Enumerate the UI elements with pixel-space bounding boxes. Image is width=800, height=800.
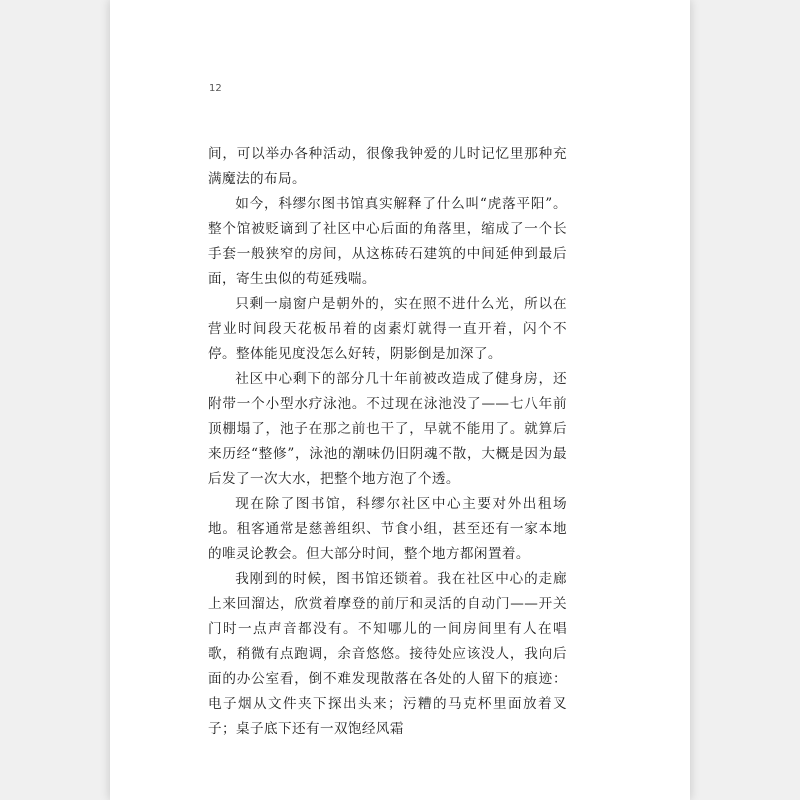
page-number: 12 (209, 83, 222, 94)
book-page (110, 0, 690, 800)
paragraph-1: 间，可以举办各种活动，很像我钟爱的儿时记忆里那种充满魔法的布局。 (208, 146, 567, 187)
paragraph-5: 现在除了图书馆，科缪尔社区中心主要对外出租场地。租客通常是慈善组织、节食小组，甚至还有一家本地的唯灵论教会。但大部分时间，整个地方都闲置着。 (208, 496, 567, 562)
paragraph-4: 社区中心剩下的部分几十年前被改造成了健身房，还附带一个小型水疗泳池。不过现在泳池没了——七八年前顶棚塌了，池子在那之前也干了，早就不能用了。就算后来历经“整修”，泳池的潮味仍旧阴魂不散，大概是因为最后发了一次大水，把整个地方泡了个透。 (208, 371, 567, 487)
paragraph-6: 我刚到的时候，图书馆还锁着。我在社区中心的走廊上来回溜达，欣赏着摩登的前厅和灵活的自动门——开关门时一点声音都没有。不知哪儿的一间房间里有人在唱歌，稍微有点跑调，余音悠悠。接待处应该没人，我向后面的办公室看，倒不难发现散落在各处的人留下的痕迹：电子烟从文件夹下探出头来；污糟的马克杯里面放着叉子；桌子底下还有一双饱经风霜 (208, 571, 567, 737)
paragraph-2: 如今，科缪尔图书馆真实解释了什么叫“虎落平阳”。整个馆被贬谪到了社区中心后面的角落里，缩成了一个长手套一般狭窄的房间，从这栋砖石建筑的中间延伸到最后面，寄生虫似的苟延残喘。 (208, 196, 567, 287)
paragraph-3: 只剩一扇窗户是朝外的，实在照不进什么光，所以在营业时间段天花板吊着的卤素灯就得一直开着，闪个不停。整体能见度没怎么好转，阴影倒是加深了。 (208, 296, 567, 362)
body-text (208, 142, 567, 742)
